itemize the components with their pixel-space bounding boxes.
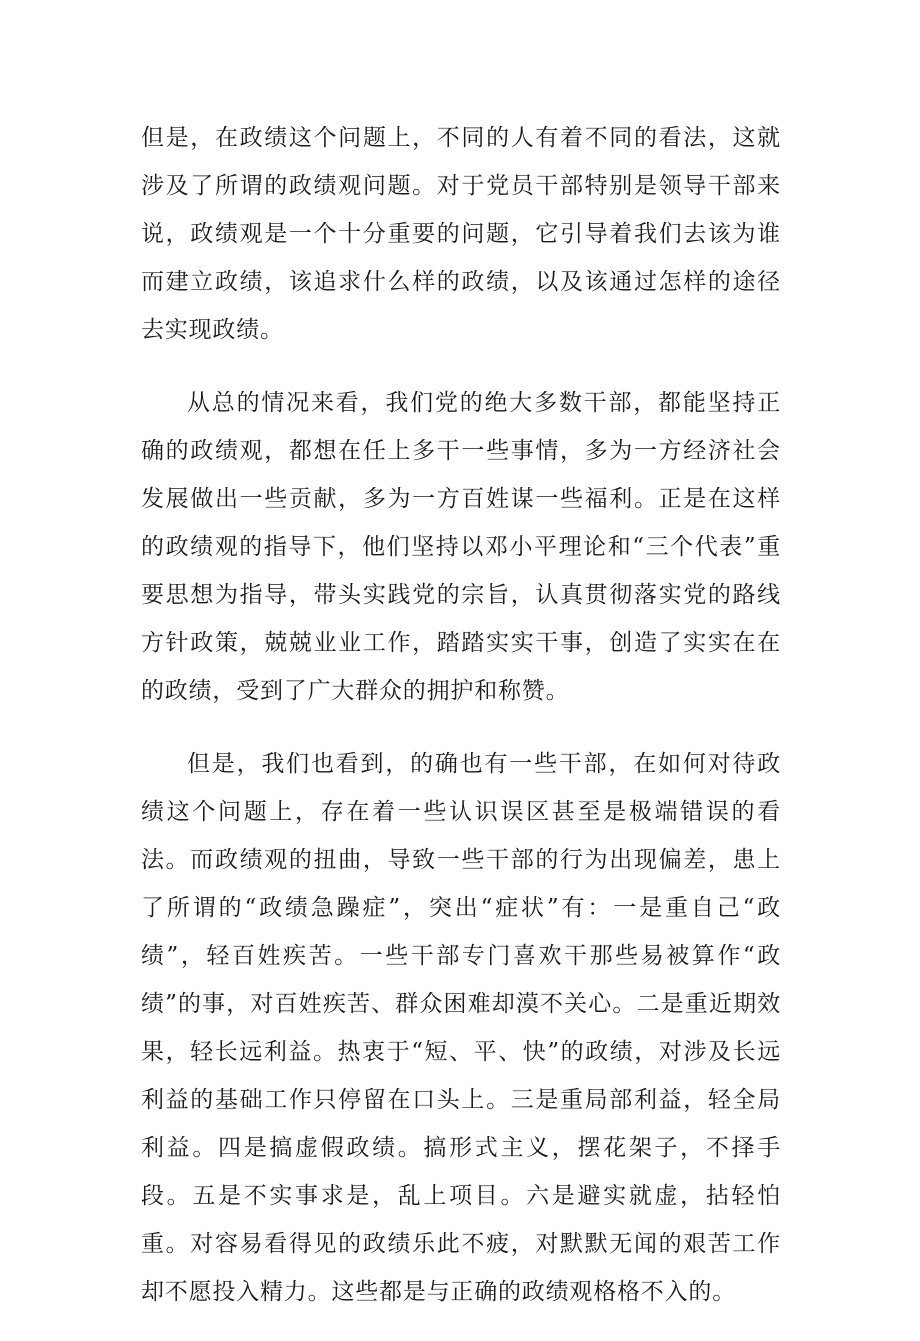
paragraph-2: 从总的情况来看，我们党的绝大多数干部，都能坚持正确的政绩观，都想在任上多干一些事情，多为一方经济社会发展做出一些贡献，多为一方百姓谋一些福利。正是在这样的政绩观的指导下，他们坚持以邓小平理论和“三个代表”重要思想为指导，带头实践党的宗旨，认真贯彻落实党的路线方针政策，兢兢业业工作，踏踏实实干事，创造了实实在在的政绩，受到了广大群众的拥护和称赞。	[141, 390, 781, 704]
paragraph-1: 但是，在政绩这个问题上，不同的人有着不同的看法，这就涉及了所谓的政绩观问题。对于党员干部特别是领导干部来说，政绩观是一个十分重要的问题，它引导着我们去该为谁而建立政绩，该追求什么样的政绩，以及该通过怎样的途径去实现政绩。	[141, 125, 781, 343]
paragraph-3: 但是，我们也看到，的确也有一些干部，在如何对待政绩这个问题上，存在着一些认识误区甚至是极端错误的看法。而政绩观的扭曲，导致一些干部的行为出现偏差，患上了所谓的“政绩急躁症”，突出“症状”有：一是重自己“政绩”，轻百姓疾苦。一些干部专门喜欢干那些易被算作“政绩”的事，对百姓疾苦、群众困难却漠不关心。二是重近期效果，轻长远利益。热衷于“短、平、快”的政绩，对涉及长远利益的基础工作只停留在口头上。三是重局部利益，轻全局利益。四是搞虚假政绩。搞形式主义，摆花架子，不择手段。五是不实事求是，乱上项目。六是避实就虚，拈轻怕重。对容易看得见的政绩乐此不疲，对默默无闻的艰苦工作却不愿投入精力。这些都是与正确的政绩观格格不入的。	[141, 751, 781, 1305]
document-body	[141, 114, 781, 1341]
